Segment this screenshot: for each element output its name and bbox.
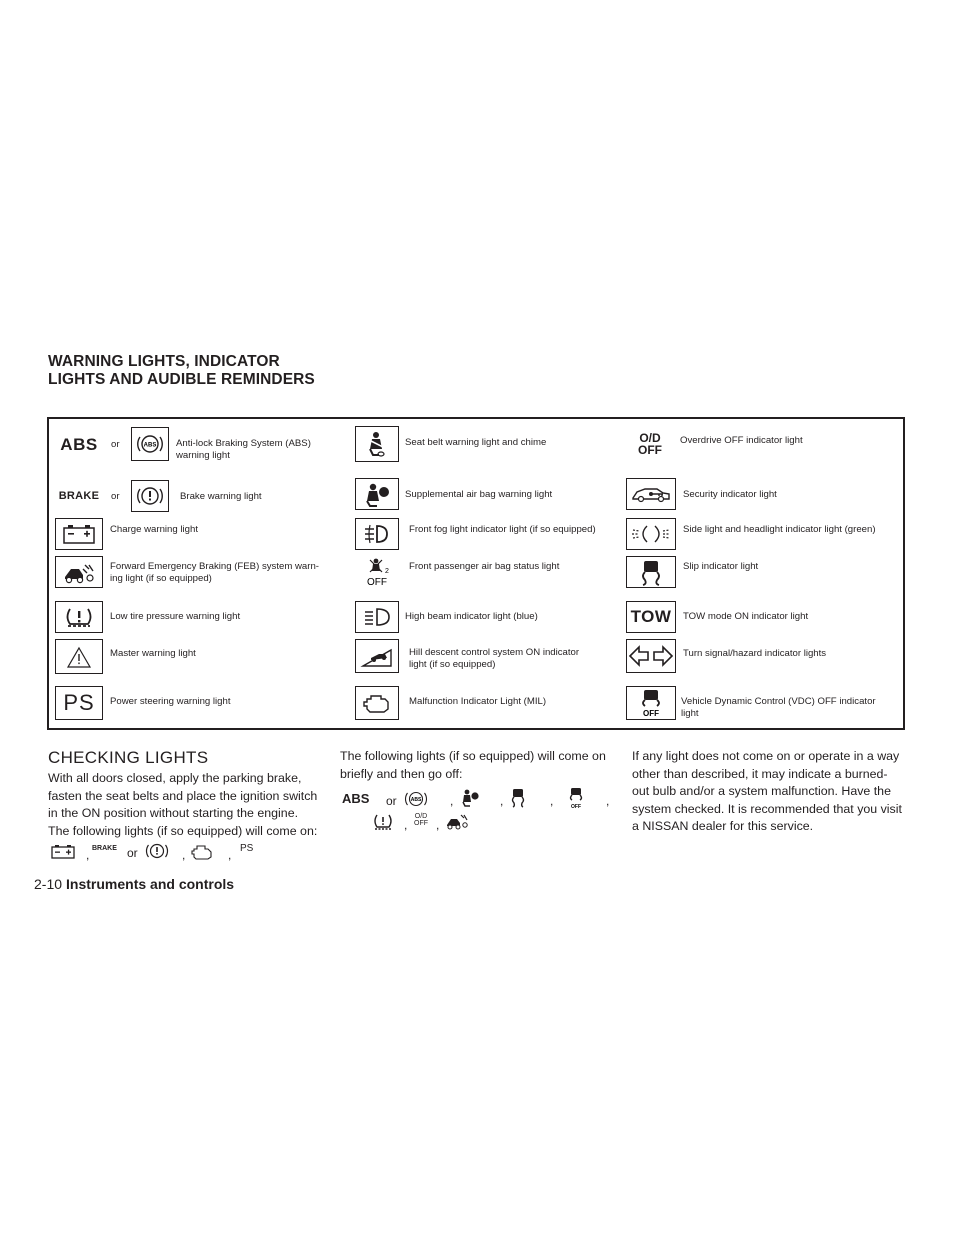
abs-label: Anti-lock Braking System (ABS) warning light: [176, 438, 311, 461]
comma: ,: [500, 794, 504, 808]
passenger-airbag-icon: [355, 556, 399, 588]
mil-label: Malfunction Indicator Light (MIL): [409, 696, 547, 707]
seatbelt-icon: [355, 426, 399, 462]
heading-line-2: LIGHTS AND AUDIBLE REMINDERS: [48, 371, 315, 388]
checking-col2-icons: [340, 788, 612, 834]
comma: ,: [550, 794, 554, 808]
tire-pressure-icon-inline: [370, 812, 396, 835]
master-label: Master warning light: [110, 648, 196, 659]
brake-label: Brake warning light: [180, 491, 262, 502]
vdc-off-icon-inline: [564, 787, 588, 814]
security-label: Security indicator light: [683, 489, 777, 500]
feb-icon-inline: [444, 812, 470, 835]
battery-icon: [55, 518, 103, 550]
brake-text-icon: BRAKE: [54, 482, 104, 510]
comma: ,: [404, 818, 408, 832]
seatbelt-label: Seat belt warning light and chime: [405, 437, 547, 448]
svg-text:OFF: OFF: [571, 804, 581, 810]
tow-label: TOW mode ON indicator light: [683, 611, 809, 622]
svg-text:OFF: OFF: [643, 709, 659, 718]
od-label: Overdrive OFF indicator light: [680, 435, 803, 446]
feb-icon: [55, 556, 103, 588]
brake-circle-icon-inline: [144, 840, 170, 865]
side-light-icon: [626, 518, 676, 550]
slip-icon: [626, 556, 676, 588]
engine-icon: [355, 686, 399, 720]
or-text-inline: or: [386, 794, 397, 808]
hill-descent-icon: [355, 639, 399, 673]
airbag-icon: [355, 478, 399, 510]
side-label: Side light and headlight indicator light (green): [683, 524, 876, 535]
abs-circle-icon: [131, 427, 169, 461]
warning-lights-panel: [47, 417, 905, 730]
tow-icon: TOW: [626, 601, 676, 633]
comma: ,: [182, 848, 186, 862]
comma: ,: [450, 794, 454, 808]
power-steering-icon: PS: [55, 686, 103, 720]
feb-label: Forward Emergency Braking (FEB) system warn- ing light (if so equipped): [110, 561, 319, 584]
abs-circle-icon-inline: [403, 788, 429, 813]
brake-text-inline: BRAKE: [92, 845, 117, 852]
airbag-label: Supplemental air bag warning light: [405, 489, 553, 500]
turn-signal-icon: [626, 639, 676, 673]
comma: ,: [86, 848, 90, 862]
page-number: 2-10: [34, 876, 63, 892]
slip-icon-inline: [508, 788, 528, 811]
comma: ,: [436, 818, 440, 832]
abs-text-inline: ABS: [342, 791, 370, 806]
od-off-icon-inline: O/D OFF: [414, 813, 428, 827]
section-name: Instruments and controls: [66, 876, 235, 892]
svg-text:OFF: OFF: [367, 577, 387, 587]
checking-col2-text: The following lights (if so equipped) will come on briefly and then go off:: [340, 749, 606, 781]
front-fog-icon: [355, 518, 399, 550]
master-warning-icon: [55, 639, 103, 674]
vdc-label: Vehicle Dynamic Control (VDC) OFF indicator light: [681, 696, 876, 719]
tire-label: Low tire pressure warning light: [110, 611, 241, 622]
turn-label: Turn signal/hazard indicator lights: [683, 648, 827, 659]
high-beam-icon: [355, 601, 399, 633]
svg-text:2: 2: [385, 568, 389, 575]
page-footer: [34, 876, 234, 892]
page-heading: [48, 353, 315, 389]
or-text-inline: or: [127, 846, 138, 860]
checking-col1-text: With all doors closed, apply the parking brake, fasten the seat belts and place the ignition switch in the ON position without starting the engine. The following lights (if so equipped) will come on:: [48, 771, 318, 838]
hill-label: Hill descent control system ON indicator light (if so equipped): [409, 647, 580, 670]
brake-circle-icon: [131, 480, 169, 512]
abs-icon: ABS: [55, 428, 103, 461]
heading-line-1: WARNING LIGHTS, INDICATOR: [48, 353, 280, 370]
svg-text:ABS: ABS: [410, 797, 422, 803]
comma: ,: [228, 848, 232, 862]
svg-text:ABS: ABS: [143, 442, 157, 449]
security-car-icon: [626, 478, 676, 510]
ps-text-inline: PS: [240, 843, 254, 854]
tire-pressure-icon: [55, 601, 103, 633]
passenger-airbag-label: Front passenger air bag status light: [409, 561, 560, 572]
slip-label: Slip indicator light: [683, 561, 759, 572]
abs-or-text: or: [111, 439, 120, 450]
airbag-icon-inline: [458, 788, 482, 811]
engine-icon-inline: [188, 842, 216, 865]
ps-label: Power steering warning light: [110, 696, 231, 707]
battery-icon-inline: [48, 843, 80, 864]
charge-label: Charge warning light: [110, 524, 198, 535]
checking-lights-title: CHECKING LIGHTS: [48, 748, 209, 767]
highbeam-label: High beam indicator light (blue): [405, 611, 538, 622]
checking-col3-text: If any light does not come on or operate in a way other than described, it may indicate a burned- out bulb and/or a system malfunction. Have the system checked. It is recommended that you visit a NISSAN dealer for this service.: [632, 749, 902, 833]
fog-label: Front fog light indicator light (if so equipped): [409, 524, 596, 535]
brake-or-text: or: [111, 491, 120, 502]
comma: ,: [606, 794, 610, 808]
od-off-icon: O/D OFF: [626, 427, 674, 461]
checking-col1-icons: [48, 842, 320, 864]
vdc-off-icon: [626, 686, 676, 720]
